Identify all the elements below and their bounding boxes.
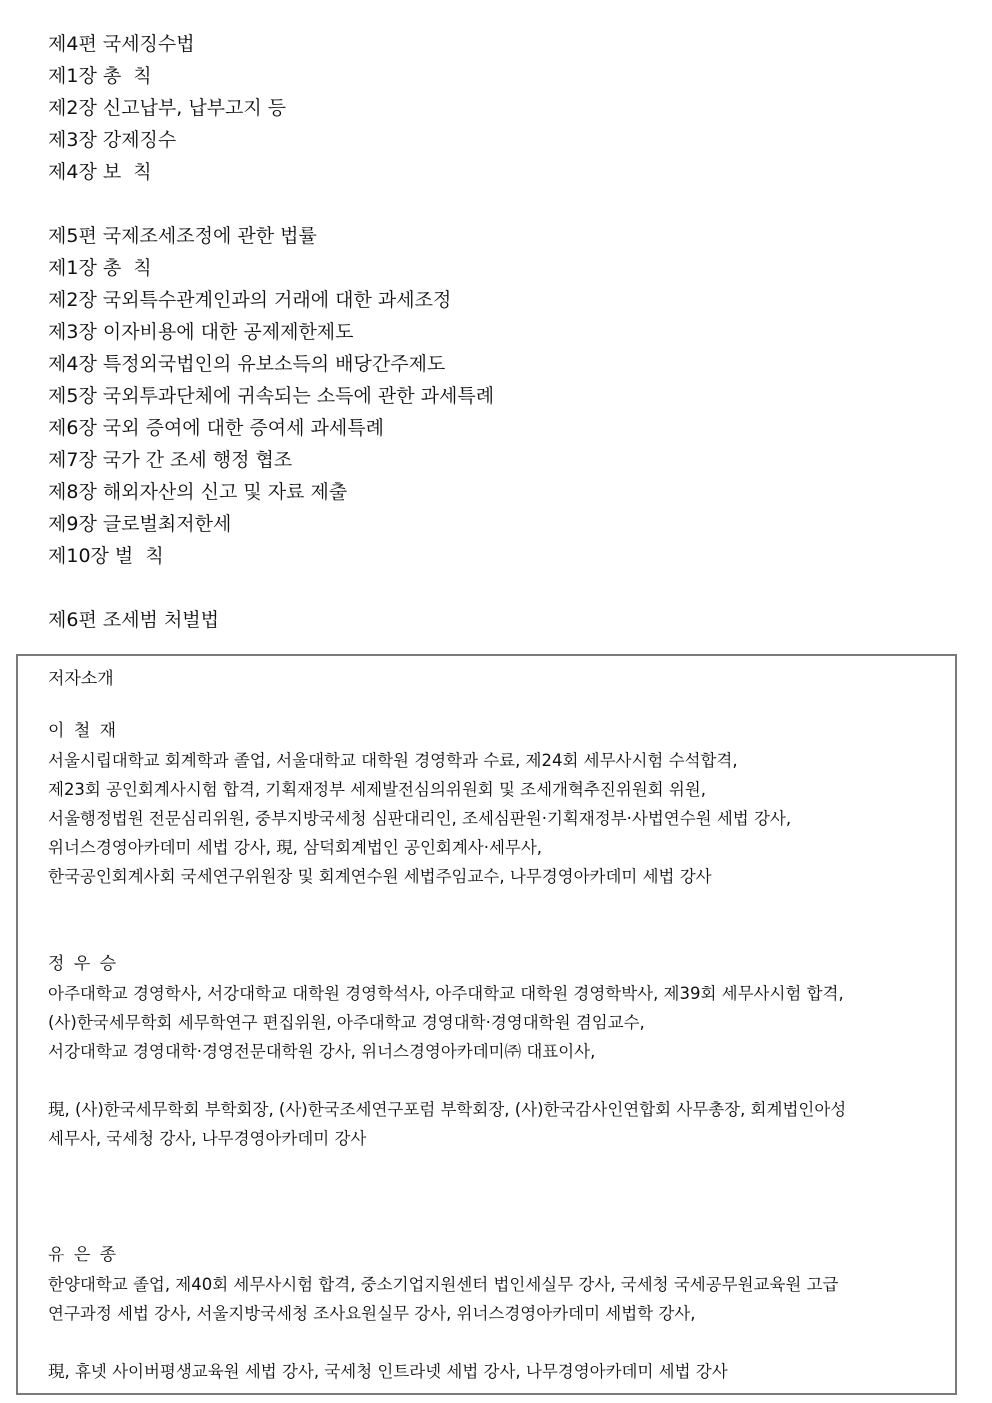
author-current-position: 現, (사)한국세무학회 부학회장, (사)한국조세연구포럼 부학회장, (사)한국감사인연합회 사무총장, 회계법인아성 [48, 1100, 847, 1119]
author-bio-line: 제23회 공인회계사시험 합격, 기획재정부 세제발전심의위원회 및 조세개혁추진위원회 위원, [48, 780, 706, 799]
chapter-item: 제1장 총 칙 [48, 257, 152, 279]
author-introduction-content [48, 664, 948, 1386]
spacer [48, 572, 948, 604]
author-bio-line: 위너스경영아카데미 세법 강사, 現, 삼덕회계법인 공인회계사·세무사, [48, 838, 543, 857]
author-bio-line: (사)한국세무학회 세무학연구 편집위원, 아주대학교 경영대학·경영대학원 겸임교수, [48, 1013, 645, 1032]
author-bio-line: 서울행정법원 전문심리위원, 중부지방국세청 심판대리인, 조세심판원·기획재정부·사법연수원 세법 강사, [48, 809, 792, 828]
part-title: 제5편 국제조세조정에 관한 법률 [48, 225, 317, 247]
author-current-position: 現, 휴넷 사이버평생교육원 세법 강사, 국세청 인트라넷 세법 강사, 나무경영아카데미 세법 강사 [48, 1362, 728, 1381]
author-name: 유 은 종 [48, 1245, 119, 1265]
author-bio-line: 서울시립대학교 회계학과 졸업, 서울대학교 대학원 경영학과 수료, 제24회 세무사시험 수석합격, [48, 751, 738, 770]
chapter-item: 제4장 보 칙 [48, 161, 152, 183]
part-title: 제4편 국세징수법 [48, 33, 195, 55]
author-bio-line: 아주대학교 경영학사, 서강대학교 대학원 경영학석사, 아주대학교 대학원 경영학박사, 제39회 세무사시험 합격, [48, 984, 844, 1003]
chapter-item: 제9장 글로벌최저한세 [48, 513, 232, 535]
author-name: 정 우 승 [48, 954, 119, 974]
box-title: 저자소개 [48, 669, 114, 689]
chapter-item: 제5장 국외투과단체에 귀속되는 소득에 관한 과세특례 [48, 385, 495, 407]
author-name: 이 철 재 [48, 721, 119, 741]
author-current-position: 세무사, 국세청 강사, 나무경영아카데미 강사 [48, 1129, 367, 1148]
chapter-item: 제3장 강제징수 [48, 129, 177, 151]
chapter-item: 제1장 총 칙 [48, 65, 152, 87]
chapter-item: 제2장 신고납부, 납부고지 등 [48, 97, 287, 119]
chapter-item: 제7장 국가 간 조세 행정 협조 [48, 449, 293, 471]
chapter-item: 제10장 벌 칙 [48, 545, 164, 567]
chapter-item: 제3장 이자비용에 대한 공제제한제도 [48, 321, 354, 343]
chapter-item: 제6장 국외 증여에 대한 증여세 과세특례 [48, 417, 384, 439]
chapter-item: 제4장 특정외국법인의 유보소득의 배당간주제도 [48, 353, 446, 375]
author-bio-line: 서강대학교 경영대학·경영전문대학원 강사, 위너스경영아카데미㈜ 대표이사, [48, 1042, 596, 1061]
spacer [48, 1153, 948, 1240]
author-bio-line: 한양대학교 졸업, 제40회 세무사시험 합격, 중소기업지원센터 법인세실무 강사, 국세청 국세공무원교육원 고급 [48, 1275, 839, 1294]
chapter-item: 제8장 해외자산의 신고 및 자료 제출 [48, 481, 348, 503]
part-title: 제6편 조세범 처벌법 [48, 609, 219, 631]
spacer [48, 1328, 948, 1357]
spacer [48, 891, 948, 949]
spacer [48, 694, 948, 716]
table-of-contents [48, 28, 948, 636]
author-introduction-box [16, 654, 957, 1395]
author-bio-line: 연구과정 세법 강사, 서울지방국세청 조사요원실무 강사, 위너스경영아카데미 세법학 강사, [48, 1304, 696, 1323]
author-bio-line: 한국공인회계사회 국세연구위원장 및 회계연수원 세법주임교수, 나무경영아카데미 세법 강사 [48, 867, 712, 886]
spacer [48, 188, 948, 220]
chapter-item: 제2장 국외특수관계인과의 거래에 대한 과세조정 [48, 289, 452, 311]
spacer [48, 1066, 948, 1095]
